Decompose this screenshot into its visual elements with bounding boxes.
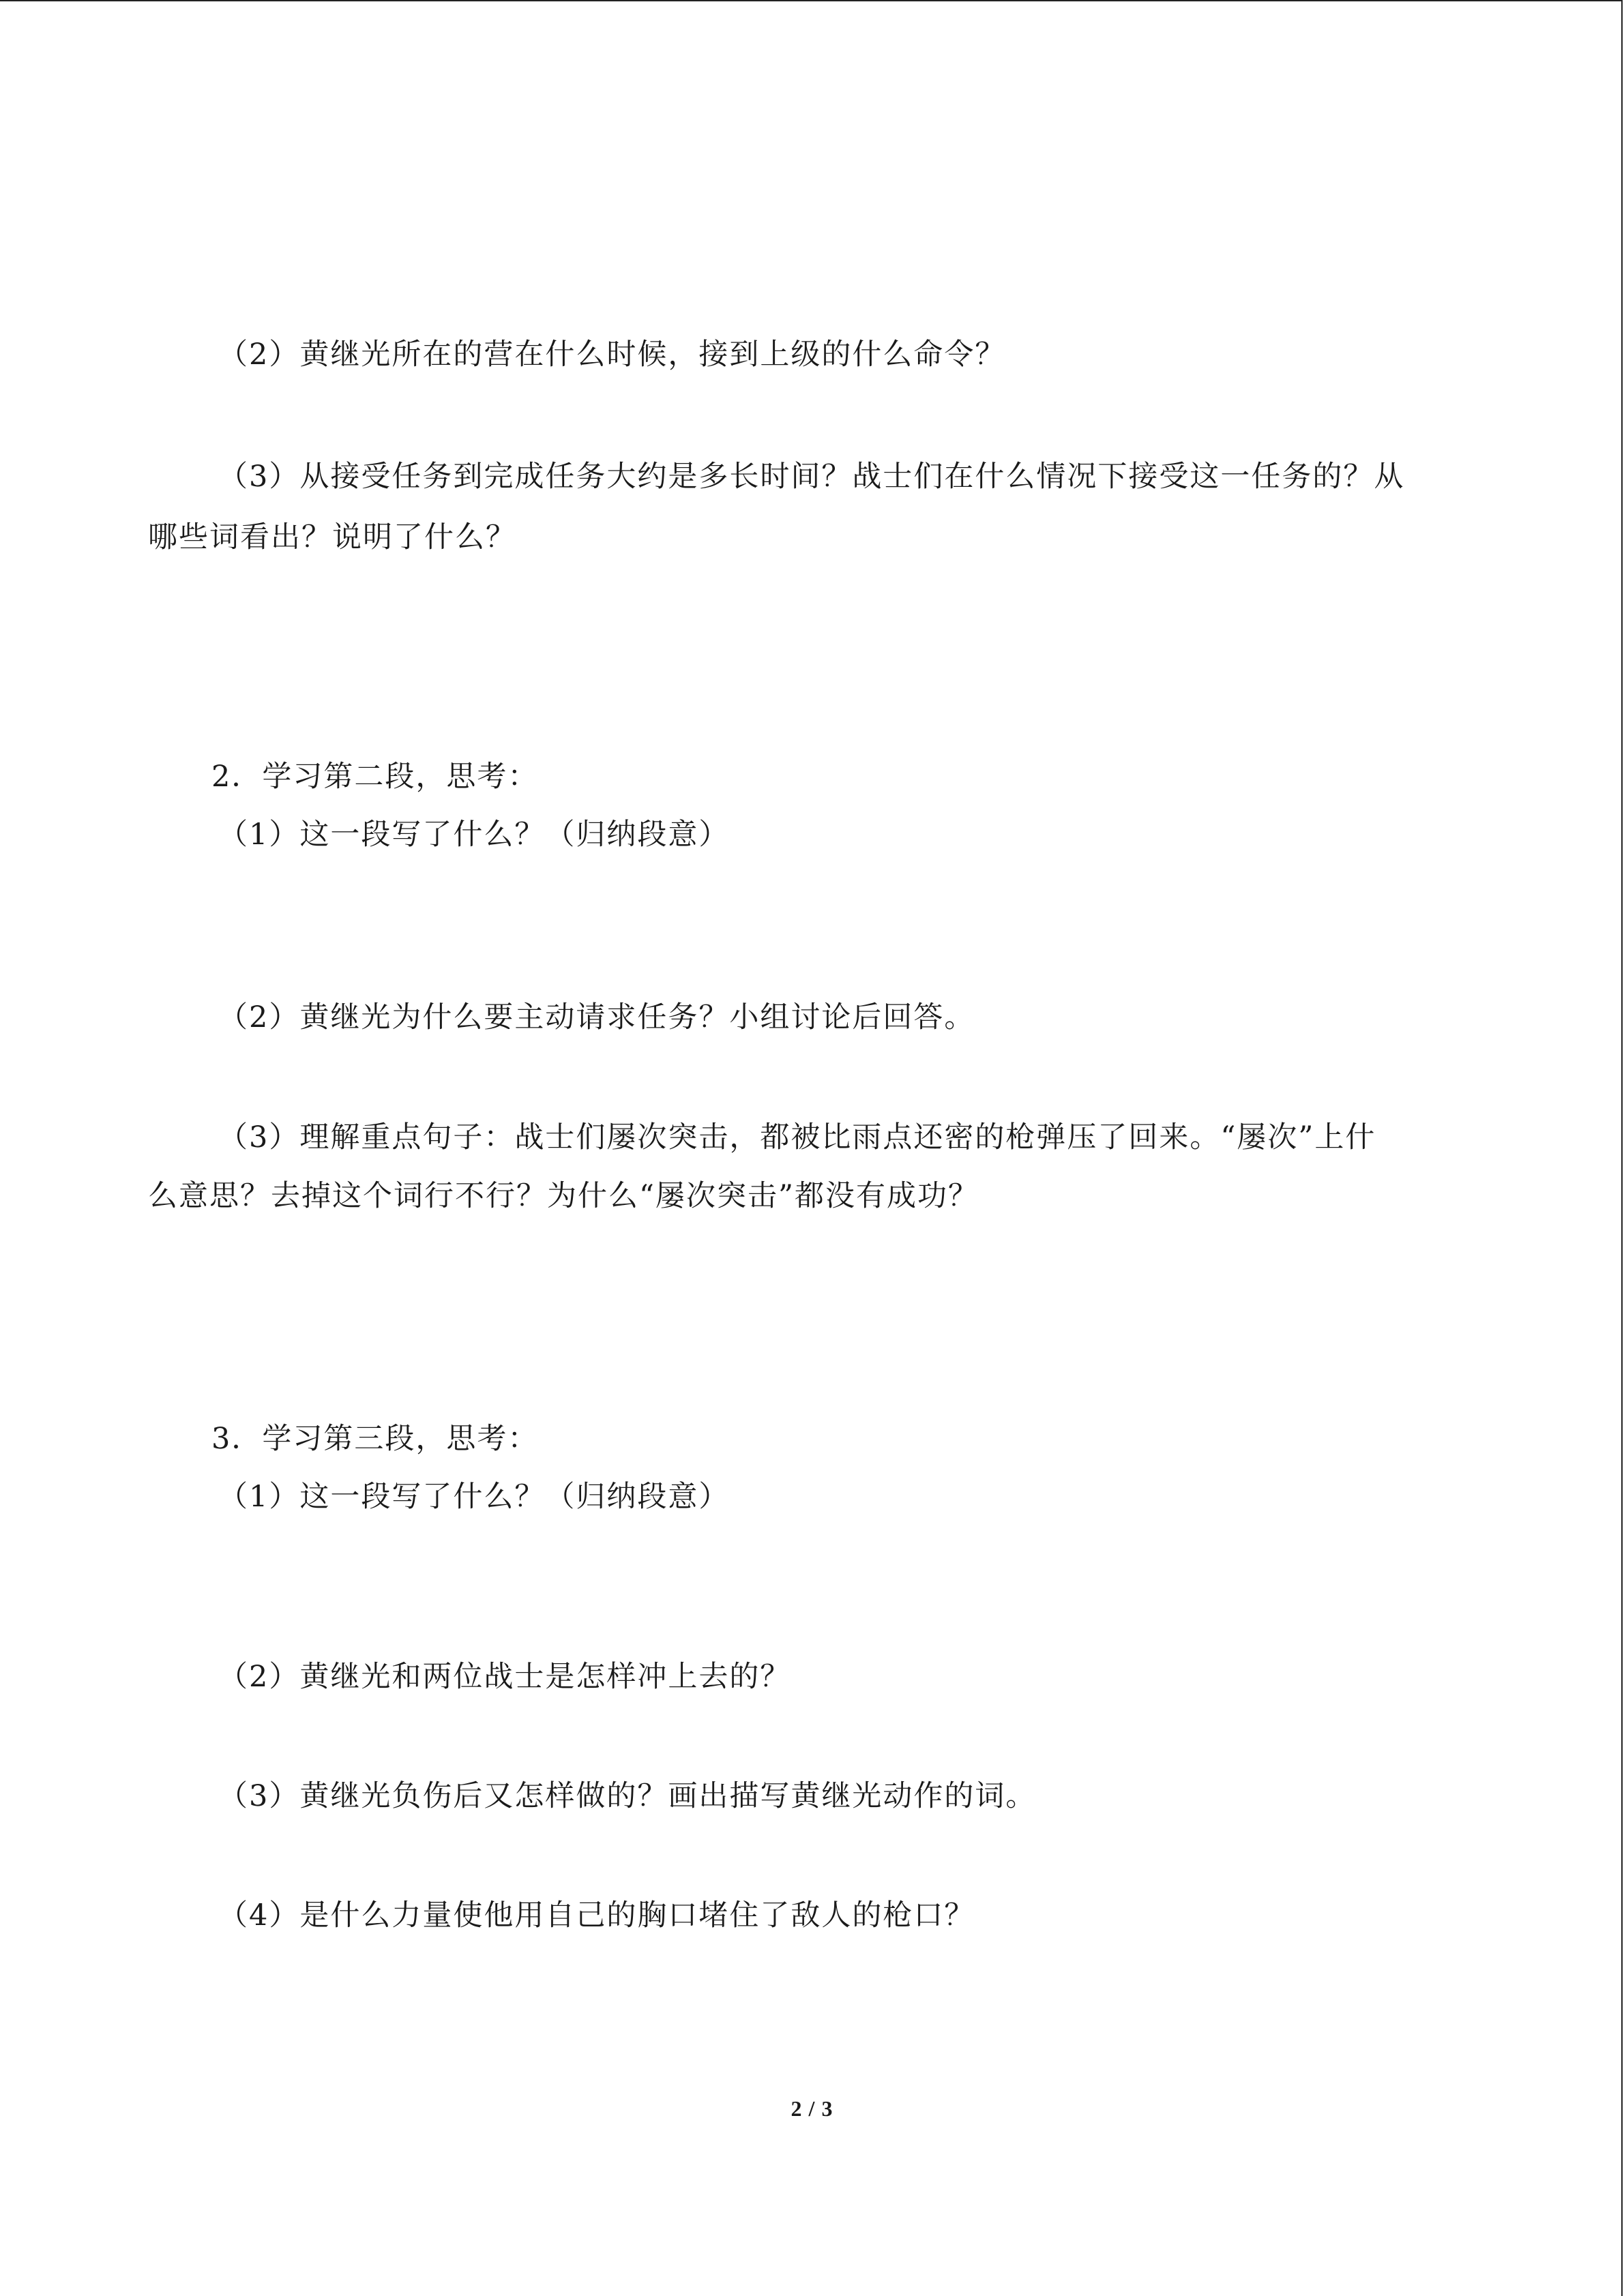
question-3-4: （4）是什么力量使他用自己的胸口堵住了敌人的枪口？ [218, 1898, 975, 1933]
question-1-2: （2）黄继光所在的营在什么时候，接到上级的什么命令？ [218, 338, 1006, 372]
question-1-3-line-2: 哪些词看出？说明了什么？ [148, 520, 516, 554]
question-2-2: （2）黄继光为什么要主动请求任务？小组讨论后回答。 [218, 1000, 975, 1034]
question-2-3-line-2: 么意思？去掉这个词行不行？为什么“屡次突击”都没有成功？ [148, 1179, 979, 1213]
question-2-1: （1）这一段写了什么？（归纳段意） [218, 818, 730, 852]
page-number: 2 / 3 [791, 2096, 833, 2121]
question-3-1: （1）这一段写了什么？（归纳段意） [218, 1480, 730, 1514]
section-2-heading: 2．学习第二段，思考： [211, 760, 539, 794]
section-3-heading: 3．学习第三段，思考： [211, 1422, 539, 1456]
question-3-3: （3）黄继光负伤后又怎样做的？画出描写黄继光动作的词。 [218, 1779, 1037, 1813]
question-3-2: （2）黄继光和两位战士是怎样冲上去的？ [218, 1660, 791, 1694]
question-1-3-line-1: （3）从接受任务到完成任务大约是多长时间？战士们在什么情况下接受这一任务的？从 [218, 460, 1405, 494]
question-2-3-line-1: （3）理解重点句子：战士们屡次突击，都被比雨点还密的枪弹压了回来。“屡次”上什 [218, 1120, 1376, 1154]
